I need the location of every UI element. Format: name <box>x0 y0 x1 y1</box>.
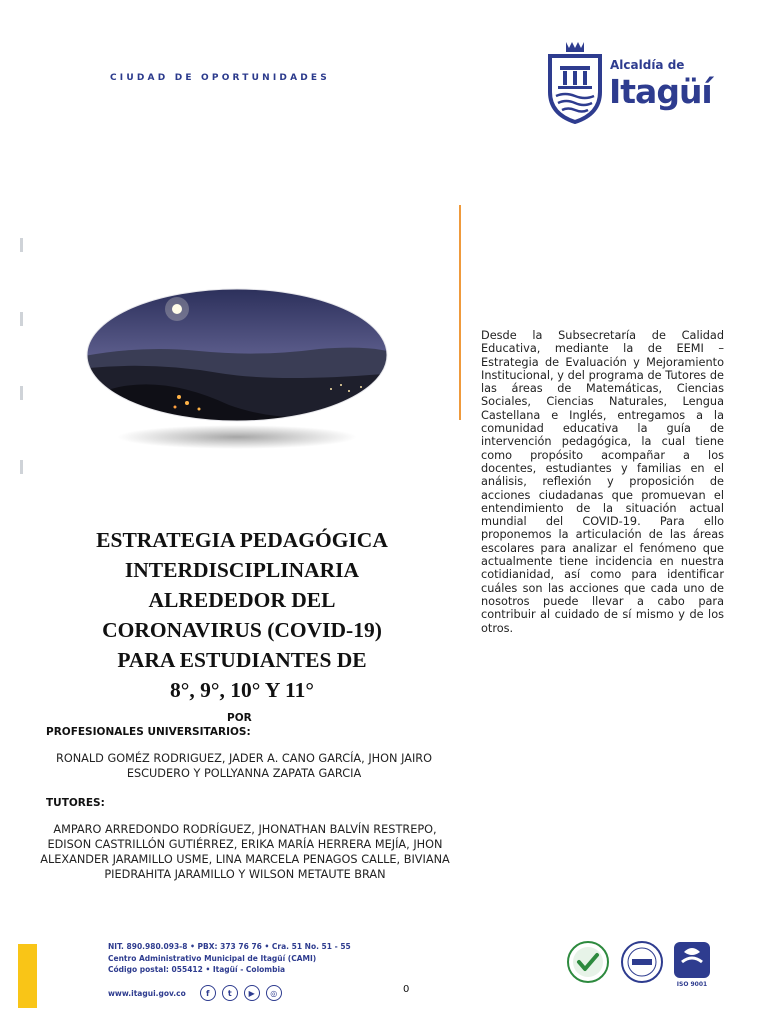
footer-line: Centro Administrativo Municipal de Itagüí (CAMI) <box>108 953 317 963</box>
iso-label: ISO 9001 <box>676 981 708 988</box>
left-margin-mark <box>20 238 23 252</box>
logo-text-big: Itagüí <box>609 72 712 111</box>
footer-web-row <box>108 985 282 1001</box>
page-number: 0 <box>403 984 410 995</box>
iso-certification-icon <box>672 940 712 988</box>
title-line: CORONAVIRUS (COVID-19) <box>102 618 382 642</box>
footer-line: Código postal: 055412 • Itagüí - Colombia <box>108 965 286 974</box>
left-margin-mark <box>20 386 23 400</box>
orange-divider <box>459 205 461 420</box>
credits-tutors: AMPARO ARREDONDO RODRÍGUEZ, JHONATHAN BALVÍN RESTREPO, EDISON CASTRILLÓN GUTIÉRREZ, ERIKA MARÍA HERRERA MEJÍA, JHON ALEXANDER JARAMILLO USME, LINA MARCELA PENAGOS CALLE, BIVIANA PIEDRAHITA JARAMILLO Y WILSON METAUTE BRAN <box>40 823 450 881</box>
credits-profesionales-label: PROFESIONALES UNIVERSITARIOS: <box>46 726 251 738</box>
website-link[interactable]: www.itagui.gov.co <box>108 988 186 998</box>
iqnet-seal-icon <box>620 940 664 984</box>
header-tagline: CIUDAD DE OPORTUNIDADES <box>110 73 330 83</box>
twitter-icon[interactable]: t <box>222 985 238 1001</box>
title-line: ESTRATEGIA PEDAGÓGICA <box>96 528 388 552</box>
logo-text-small: Alcaldía de <box>610 58 685 72</box>
left-margin-mark <box>20 312 23 326</box>
title-line: ALREDEDOR DEL <box>148 588 336 612</box>
itagui-shield-icon <box>546 38 604 124</box>
credits-tutores-label: TUTORES: <box>46 797 105 809</box>
title-line: INTERDISCIPLINARIA <box>124 558 360 582</box>
title-line: PARA ESTUDIANTES DE <box>117 648 367 672</box>
certification-check-icon <box>566 940 610 984</box>
alcaldia-logo <box>546 38 716 124</box>
footer-contact <box>108 941 351 976</box>
title-line: 8°, 9°, 10° Y 11° <box>170 678 314 702</box>
left-margin-mark <box>20 460 23 474</box>
credits-authors: RONALD GOMÉZ RODRIGUEZ, JADER A. CANO GARCÍA, JHON JAIRO ESCUDERO Y POLLYANNA ZAPATA GARCIA <box>55 752 433 780</box>
footer-line: NIT. 890.980.093-8 • PBX: 373 76 76 • Cra. 51 No. 51 - 55 <box>108 942 351 951</box>
footer-yellow-bar <box>18 944 37 1008</box>
credits-por-label: POR <box>227 712 252 724</box>
facebook-icon[interactable]: f <box>200 985 216 1001</box>
intro-paragraph: Desde la Subsecretaría de Calidad Educativa, mediante la de EEMI – Estrategia de Evaluación y Mejoramiento Institucional, y del programa de Tutores de las áreas de Matemáticas, Ciencias Sociales, Ciencias Naturales, Lengua Castellana e Inglés, entregamos a la comunidad educativa la guía de intervención pedagógica, la cual tiene como propósito acompañar a los docentes, estudiantes y familias en el análisis, reflexión y proposición de acciones ciudadanas que promuevan el entendimiento de la situación actual mundial del COVID-19. Para ello proponemos la articulación de las áreas escolares para analizar el fenómeno que actualmente tiene incidencia en nuestra cotidianidad, así como para identificar cuáles son las acciones que cada uno de nosotros puede llevar a cabo para contribuir al cuidado de sí mismo y de los otros. <box>481 329 724 635</box>
document-title <box>40 525 444 705</box>
instagram-icon[interactable]: ◎ <box>266 985 282 1001</box>
youtube-icon[interactable]: ▶ <box>244 985 260 1001</box>
cover-photo-night-landscape <box>79 287 395 451</box>
